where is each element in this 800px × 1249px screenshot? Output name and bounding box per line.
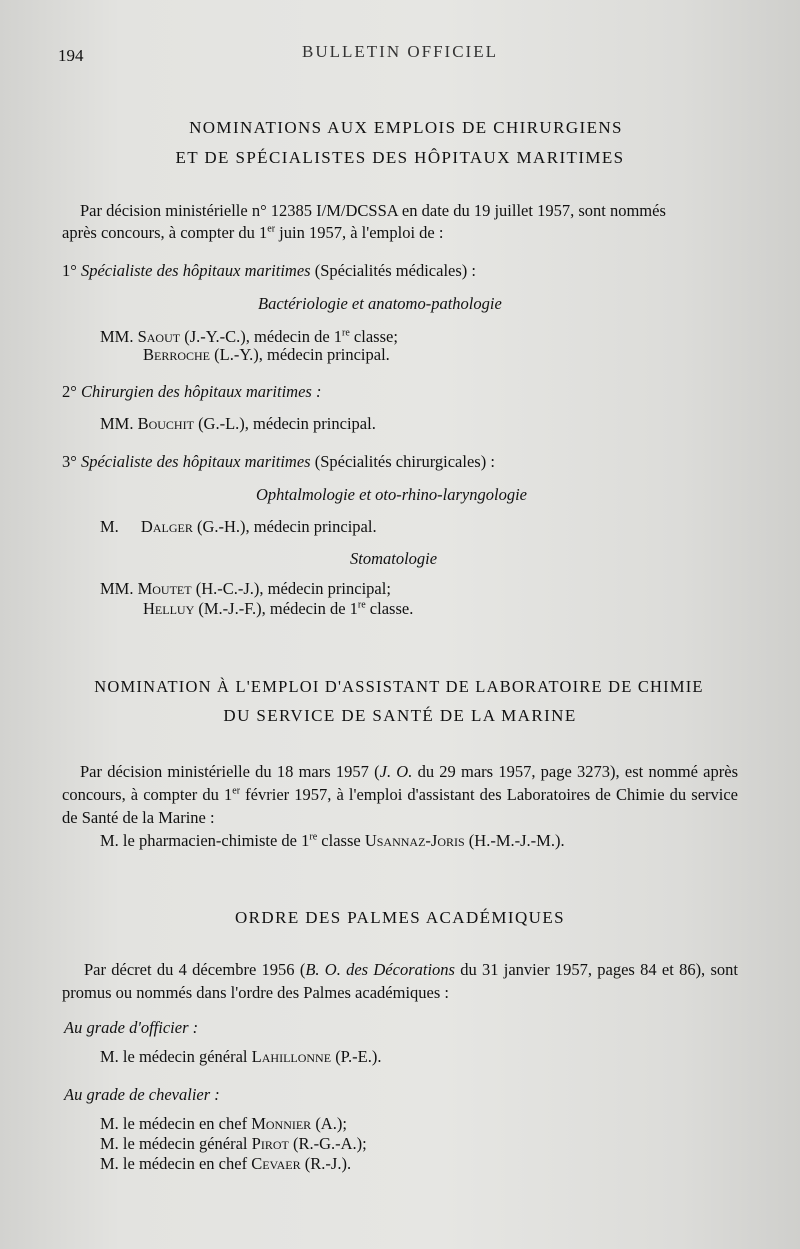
section3-title: ORDRE DES PALMES ACADÉMIQUES [235,908,565,927]
section1-title-line1: NOMINATIONS AUX EMPLOIS DE CHIRURGIENS [189,118,623,137]
page-number: 194 [58,46,84,65]
item3-subheading2: Stomatologie [350,549,438,568]
section1-intro-line2: après concours, à compter du 1er juin 1957, à l'emploi de : [62,223,444,242]
section2-title-line1: NOMINATION À L'EMPLOI D'ASSISTANT DE LABORATOIRE DE CHIMIE [94,677,704,696]
item3-person1: M. Dalger (G.-H.), médecin principal. [100,517,377,536]
grade-chevalier-line1: M. le médecin en chef Monnier (A.); [100,1114,347,1133]
grade-chevalier-heading: Au grade de chevalier : [64,1085,220,1104]
item3-subheading1: Ophtalmologie et oto-rhino-laryngologie [256,485,528,504]
item1-person2: Berroche (L.-Y.), médecin principal. [143,345,390,364]
grade-chevalier-line2: M. le médecin général Pirot (R.-G.-A.); [100,1134,367,1153]
running-title: BULLETIN OFFICIEL [302,42,498,61]
section1-title-line2: ET DE SPÉCIALISTES DES HÔPITAUX MARITIMES [175,148,625,167]
item1-heading: 1° Spécialiste des hôpitaux maritimes (Spécialités médicales) : [62,261,476,280]
section2-title-line2: DU SERVICE DE SANTÉ DE LA MARINE [223,706,577,725]
item2-person1: MM. Bouchit (G.-L.), médecin principal. [100,414,376,433]
grade-chevalier-line3: M. le médecin en chef Cevaer (R.-J.). [100,1154,352,1173]
item3-person3: Helluy (M.-J.-F.), médecin de 1re classe. [143,599,414,618]
grade-officer-heading: Au grade d'officier : [64,1018,199,1037]
grade-officer-line: M. le médecin général Lahillonne (P.-E.). [100,1047,382,1066]
section2-paragraph: Par décision ministérielle du 18 mars 1957 (J. O. du 29 mars 1957, page 3273), est nommé après concours, à compter du 1er février 1957, à l'emploi d'assistant des Laboratoires de Chimie du service de Santé de la Marine : [62,762,738,827]
item3-heading: 3° Spécialiste des hôpitaux maritimes (Spécialités chirurgicales) : [62,452,495,471]
item3-person2: MM. Moutet (H.-C.-J.), médecin principal; [100,579,391,598]
item1-person1: MM. Saout (J.-Y.-C.), médecin de 1re classe; [100,327,398,346]
section2-appointee: M. le pharmacien-chimiste de 1re classe Usannaz-Joris (H.-M.-J.-M.). [100,831,565,850]
section1-intro-line1: Par décision ministérielle n° 12385 I/M/DCSSA en date du 19 juillet 1957, sont nommés [80,201,666,220]
item1-subheading: Bactériologie et anatomo-pathologie [258,294,502,313]
item2-heading: 2° Chirurgien des hôpitaux maritimes : [62,382,322,401]
section3-paragraph: Par décret du 4 décembre 1956 (B. O. des Décorations du 31 janvier 1957, pages 84 et 86), sont promus ou nommés dans l'ordre des Palmes académiques : [62,960,738,1002]
